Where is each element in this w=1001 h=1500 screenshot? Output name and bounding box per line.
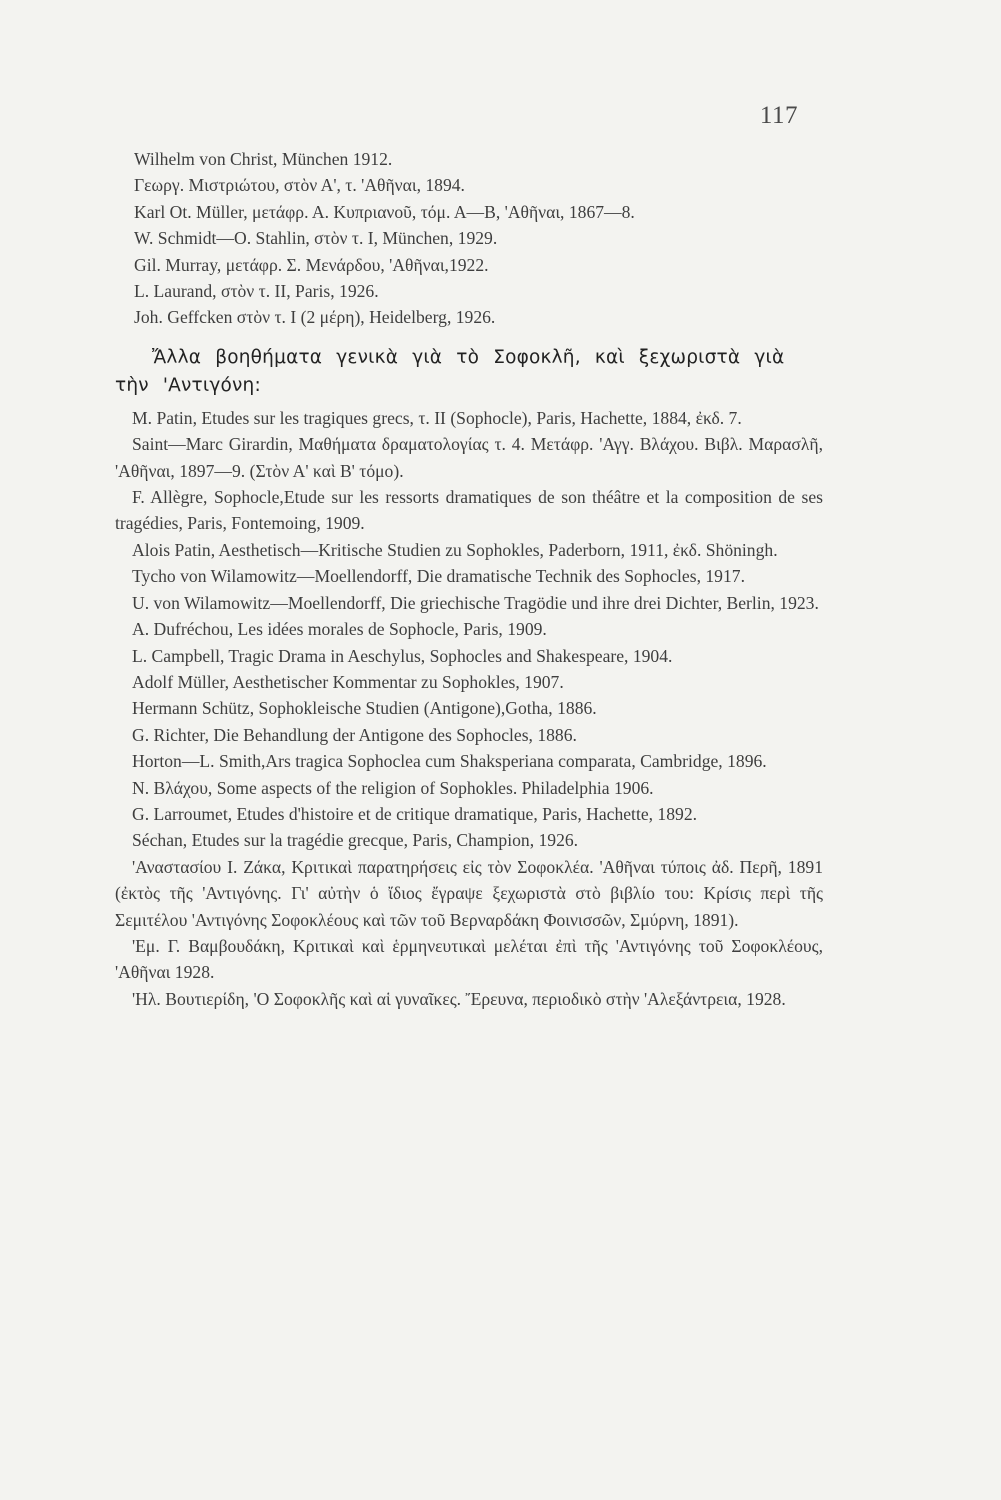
reference-entry: G. Richter, Die Behandlung der Antigone des Sophocles, 1886.: [132, 724, 577, 745]
reference-entry: F. Allègre, Sophocle,Etude sur les ressorts dramatiques de son théâtre et la composition de ses tragédies, Paris, Fontemoing, 1909.: [115, 487, 823, 534]
reference-entry: 'Εμ. Γ. Βαμβουδάκη, Κριτικαὶ καὶ ἑρμηνευτικαὶ μελέται ἐπὶ τῆς 'Αντιγόνης τοῦ Σοφοκλέους, 'Αθῆναι 1928.: [115, 935, 823, 983]
reference-entry: Tycho von Wilamowitz—Moellendorff, Die dramatische Technik des Sophocles, 1917.: [132, 566, 745, 587]
edition-entry: W. Schmidt—O. Stahlin, στὸν τ. I, München, 1929.: [134, 228, 498, 249]
reference-entry: Hermann Schütz, Sophokleische Studien (Antigone),Gotha, 1886.: [132, 698, 597, 719]
reference-entry: A. Dufréchou, Les idées morales de Sophocle, Paris, 1909.: [132, 619, 547, 640]
page-number: 117: [759, 102, 798, 129]
reference-entry: U. von Wilamowitz—Moellendorff, Die griechische Tragödie und ihre drei Dichter, Berlin, 1923.: [132, 592, 819, 613]
references-list: [115, 405, 823, 1012]
reference-entry: Adolf Müller, Aesthetischer Kommentar zu Sophokles, 1907.: [132, 671, 564, 692]
edition-entry: L. Laurand, στὸν τ. II, Paris, 1926.: [134, 281, 379, 302]
edition-entry: Γεωργ. Μιστριώτου, στὸν Α', τ. 'Αθῆναι, 1894.: [134, 175, 465, 196]
reference-entry: Alois Patin, Aesthetisch—Kritische Studien zu Sophokles, Paderborn, 1911, ἐκδ. Shöningh.: [132, 539, 778, 560]
edition-entry: Karl Ot. Müller, μετάφρ. Α. Κυπριανοῦ, τόμ. Α—Β, 'Αθῆναι, 1867—8.: [134, 201, 635, 222]
reference-entry: Horton—L. Smith,Ars tragica Sophoclea cum Shaksperiana comparata, Cambridge, 1896.: [132, 751, 767, 772]
section-heading: Ἄλλα βοηθήματα γενικὰ γιὰ τὸ Σοφοκλῆ, καὶ ξεχωριστὰ γιὰ τὴν 'Αντιγόνη:: [115, 346, 785, 396]
reference-entry: 'Ηλ. Βουτιερίδη, 'Ο Σοφοκλῆς καὶ αἱ γυναῖκες. Ἔρευνα, περιοδικὸ στὴν 'Αλεξάντρεια, 1928.: [132, 988, 786, 1009]
reference-entry: L. Campbell, Tragic Drama in Aeschylus, Sophocles and Shakespeare, 1904.: [132, 645, 673, 666]
edition-entry: Wilhelm von Christ, München 1912.: [134, 149, 393, 169]
editions-list: [115, 146, 823, 331]
bibliography-text: [115, 146, 823, 1012]
reference-entry: M. Patin, Etudes sur les tragiques grecs, τ. II (Sophocle), Paris, Hachette, 1884, ἐκδ. 7.: [132, 407, 742, 428]
reference-entry: Séchan, Etudes sur la tragédie grecque, Paris, Champion, 1926.: [132, 830, 579, 851]
reference-entry: N. Βλάχου, Some aspects of the religion of Sophokles. Philadelphia 1906.: [132, 777, 654, 798]
edition-entry: Joh. Geffcken στὸν τ. I (2 μέρη), Heidelberg, 1926.: [134, 307, 496, 328]
reference-entry: 'Αναστασίου Ι. Ζάκα, Κριτικαὶ παρατηρήσεις εἰς τὸν Σοφοκλέα. 'Αθῆναι τύποις ἀδ. Περῆ, 1891 (ἐκτὸς τῆς 'Αντιγόνης. Γι' αὐτὴν ὁ ἴδιος ἔγραψε ξεχωριστὰ στὸ βιβλίο του: Κρίσις περὶ τῆς Σεμιτέλου 'Αντιγόνης Σοφοκλέους καὶ τῶν τοῦ Βερναρδάκη Φοινισσῶν, Σμύρνη, 1891).: [115, 856, 823, 930]
reference-entry: Saint—Marc Girardin, Μαθήματα δραματολογίας τ. 4. Μετάφρ. 'Αγγ. Βλάχου. Βιβλ. Μαρασλῆ, 'Αθῆναι, 1897—9. (Στὸν Α' καὶ Β' τόμο).: [115, 434, 823, 481]
edition-entry: Gil. Murray, μετάφρ. Σ. Μενάρδου, 'Αθῆναι,1922.: [134, 254, 489, 275]
reference-entry: G. Larroumet, Etudes d'histoire et de critique dramatique, Paris, Hachette, 1892.: [132, 803, 698, 824]
